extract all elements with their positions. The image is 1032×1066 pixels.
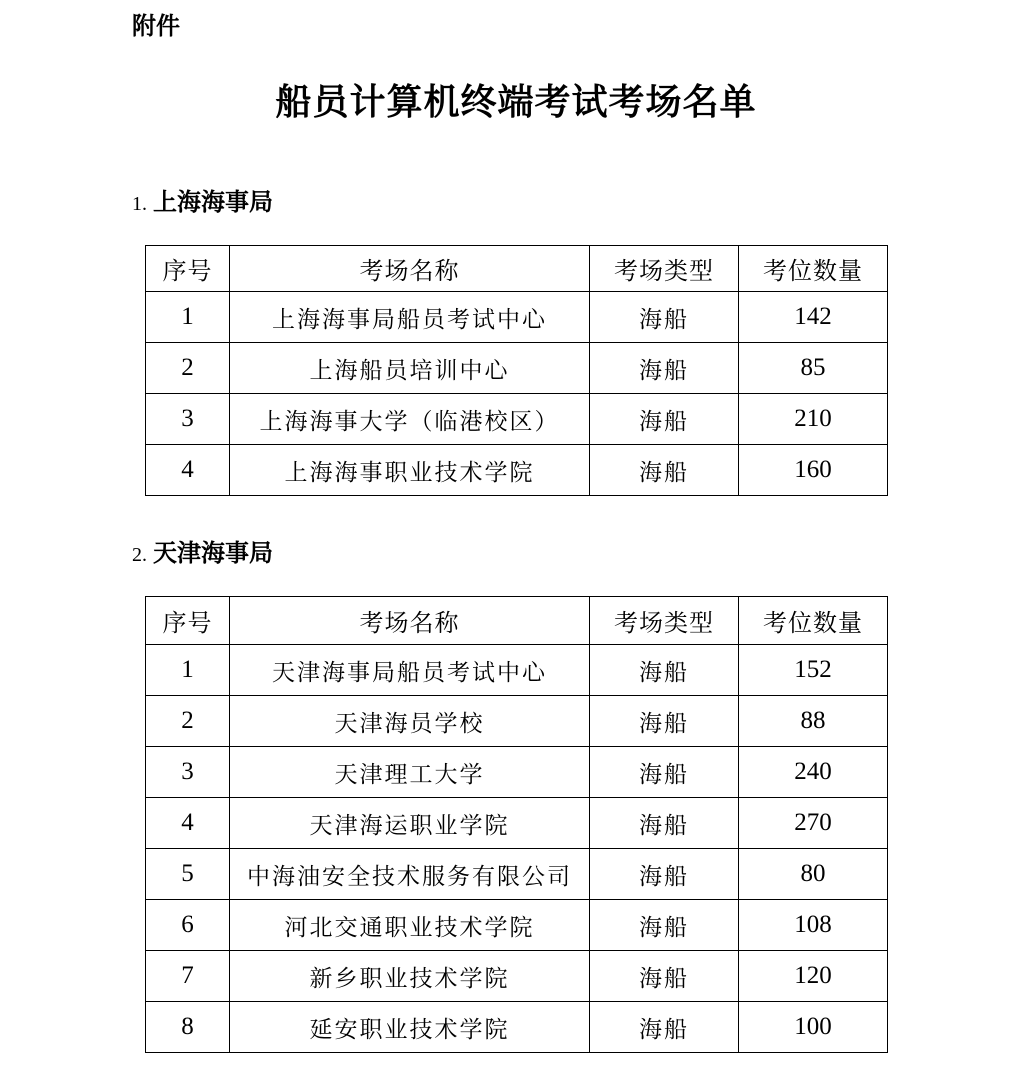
table-row <box>146 292 888 343</box>
cell-site-name: 天津海员学校 <box>230 696 590 747</box>
header-seat-count: 考位数量 <box>739 246 888 292</box>
cell-seat-count: 210 <box>739 394 888 445</box>
table-row <box>146 445 888 496</box>
cell-site-type: 海船 <box>590 849 739 900</box>
table-header-row <box>146 246 888 292</box>
header-no: 序号 <box>146 246 230 292</box>
header-site-name: 考场名称 <box>230 246 590 292</box>
cell-site-type: 海船 <box>590 1002 739 1053</box>
cell-site-type: 海船 <box>590 900 739 951</box>
cell-site-name: 新乡职业技术学院 <box>230 951 590 1002</box>
cell-site-name: 上海海事局船员考试中心 <box>230 292 590 343</box>
document-title: 船员计算机终端考试考场名单 <box>275 82 757 123</box>
cell-seat-count: 100 <box>739 1002 888 1053</box>
table-row <box>146 900 888 951</box>
cell-seat-count: 160 <box>739 445 888 496</box>
cell-site-name: 上海海事大学（临港校区） <box>230 394 590 445</box>
section-number: 1. <box>132 193 147 215</box>
cell-site-type: 海船 <box>590 696 739 747</box>
cell-site-type: 海船 <box>590 798 739 849</box>
cell-site-name: 上海海事职业技术学院 <box>230 445 590 496</box>
section-heading <box>132 182 273 217</box>
cell-no: 3 <box>146 747 230 798</box>
cell-site-type: 海船 <box>590 747 739 798</box>
cell-no: 4 <box>146 798 230 849</box>
table-row <box>146 747 888 798</box>
cell-site-name: 上海船员培训中心 <box>230 343 590 394</box>
cell-seat-count: 80 <box>739 849 888 900</box>
cell-seat-count: 120 <box>739 951 888 1002</box>
exam-site-table <box>145 596 888 1053</box>
cell-no: 2 <box>146 343 230 394</box>
section-number: 2. <box>132 544 147 566</box>
cell-site-name: 延安职业技术学院 <box>230 1002 590 1053</box>
cell-seat-count: 152 <box>739 645 888 696</box>
header-no: 序号 <box>146 597 230 645</box>
cell-site-type: 海船 <box>590 445 739 496</box>
cell-seat-count: 270 <box>739 798 888 849</box>
cell-seat-count: 85 <box>739 343 888 394</box>
cell-seat-count: 88 <box>739 696 888 747</box>
cell-seat-count: 240 <box>739 747 888 798</box>
table-row <box>146 645 888 696</box>
cell-no: 8 <box>146 1002 230 1053</box>
cell-site-type: 海船 <box>590 951 739 1002</box>
table-row <box>146 343 888 394</box>
cell-no: 6 <box>146 900 230 951</box>
cell-no: 3 <box>146 394 230 445</box>
cell-seat-count: 142 <box>739 292 888 343</box>
cell-site-name: 天津海运职业学院 <box>230 798 590 849</box>
cell-no: 1 <box>146 645 230 696</box>
attachment-label: 附件 <box>132 12 180 40</box>
section-heading <box>132 533 273 568</box>
cell-site-type: 海船 <box>590 394 739 445</box>
cell-site-name: 天津海事局船员考试中心 <box>230 645 590 696</box>
table-row <box>146 394 888 445</box>
table-row <box>146 849 888 900</box>
table-row <box>146 951 888 1002</box>
cell-site-name: 天津理工大学 <box>230 747 590 798</box>
cell-site-name: 河北交通职业技术学院 <box>230 900 590 951</box>
cell-site-type: 海船 <box>590 343 739 394</box>
cell-no: 2 <box>146 696 230 747</box>
cell-site-type: 海船 <box>590 292 739 343</box>
table-row <box>146 798 888 849</box>
section-name: 上海海事局 <box>153 188 273 216</box>
section-name: 天津海事局 <box>153 539 273 567</box>
cell-site-type: 海船 <box>590 645 739 696</box>
cell-no: 1 <box>146 292 230 343</box>
cell-seat-count: 108 <box>739 900 888 951</box>
header-site-type: 考场类型 <box>590 246 739 292</box>
header-seat-count: 考位数量 <box>739 597 888 645</box>
cell-no: 7 <box>146 951 230 1002</box>
cell-no: 4 <box>146 445 230 496</box>
exam-site-table <box>145 245 888 496</box>
table-row <box>146 1002 888 1053</box>
table-header-row <box>146 597 888 645</box>
cell-site-name: 中海油安全技术服务有限公司 <box>230 849 590 900</box>
cell-no: 5 <box>146 849 230 900</box>
header-site-name: 考场名称 <box>230 597 590 645</box>
table-row <box>146 696 888 747</box>
header-site-type: 考场类型 <box>590 597 739 645</box>
